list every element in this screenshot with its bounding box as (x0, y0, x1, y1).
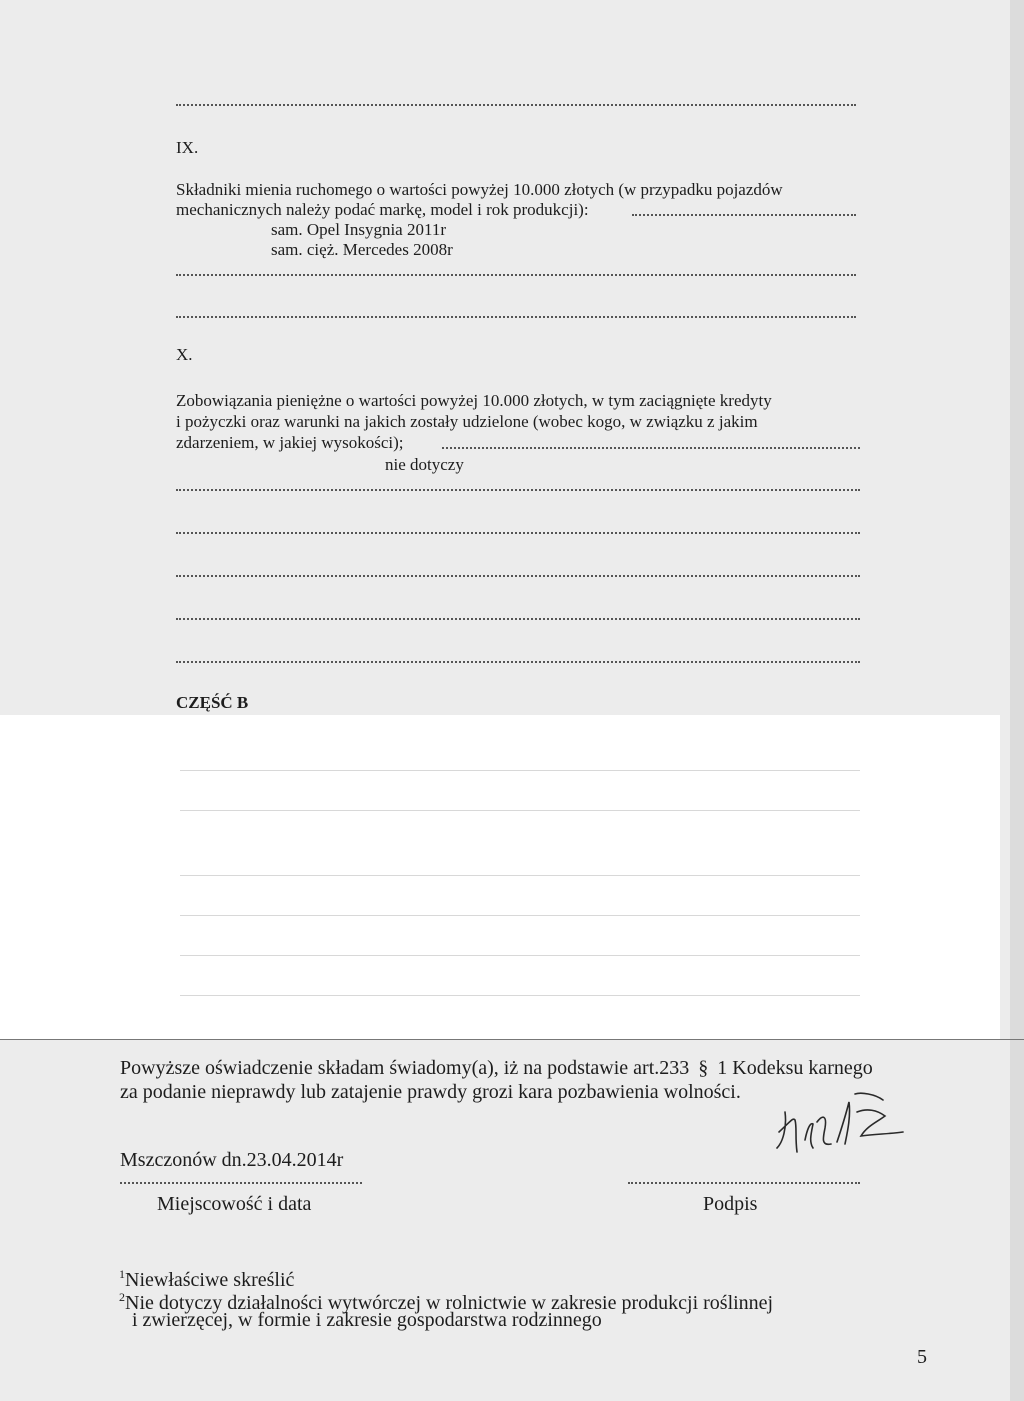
faint-line (180, 955, 860, 956)
place-date-value: Mszczonów dn.23.04.2014r (120, 1149, 344, 1171)
footnote-marker: 1 (119, 1267, 125, 1281)
dotted-line (632, 214, 856, 216)
section-x-answer: nie dotyczy (385, 455, 464, 474)
part-b-heading: CZĘŚĆ B (176, 693, 249, 712)
footnote-2-continuation: i zwierzęcej, w formie i zakresie gospodarstwa rodzinnego (132, 1309, 602, 1331)
faint-line (180, 770, 860, 771)
dotted-line (176, 104, 856, 106)
dotted-line (176, 575, 860, 577)
footnote-text: Nie dotyczy działalności wytwórczej w rolnictwie w zakresie produkcji roślinnej (125, 1292, 774, 1314)
faint-line (180, 915, 860, 916)
signature-label: Podpis (703, 1193, 758, 1215)
footnote-text: Niewłaściwe skreślić (125, 1269, 295, 1291)
section-x-line2: i pożyczki oraz warunki na jakich zostały udzielone (wobec kogo, w związku z jakim (176, 412, 758, 431)
section-ix-line2: mechanicznych należy podać markę, model i rok produkcji): (176, 200, 589, 219)
dotted-line (120, 1182, 362, 1184)
section-ix-entry1: sam. Opel Insygnia 2011r (271, 220, 447, 239)
section-ix-heading: IX. (176, 138, 199, 157)
section-sign: § (698, 1057, 709, 1079)
declaration-line1-text: Powyższe oświadczenie składam świadomy(a), iż na podstawie art.233 (120, 1057, 690, 1079)
declaration-line2: za podanie nieprawdy lub zatajenie prawdy grozi kara pozbawienia wolności. (120, 1081, 741, 1103)
dotted-line (176, 316, 856, 318)
page-edge (1010, 0, 1024, 1401)
declaration-line1 (120, 1056, 873, 1080)
section-ix-line1: Składniki mienia ruchomego o wartości powyżej 10.000 złotych (w przypadku pojazdów (176, 180, 783, 199)
section-x-line3: zdarzeniem, w jakiej wysokości); (176, 433, 404, 452)
faint-line (180, 875, 860, 876)
section-ix-entry2: sam. cięż. Mercedes 2008r (271, 240, 453, 259)
dotted-line (176, 274, 856, 276)
dotted-line (442, 447, 860, 449)
footnote-marker: 2 (119, 1290, 125, 1304)
declaration-line1-end: 1 Kodeksu karnego (717, 1057, 873, 1079)
handwritten-signature (765, 1082, 915, 1162)
overlay-edge (0, 1039, 1024, 1040)
overlay-sheet (0, 715, 1000, 1039)
faint-line (180, 810, 860, 811)
dotted-line (628, 1182, 860, 1184)
dotted-line (176, 532, 860, 534)
section-x-heading: X. (176, 345, 193, 364)
section-x-line1: Zobowiązania pieniężne o wartości powyżej 10.000 złotych, w tym zaciągnięte kredyty (176, 391, 772, 410)
place-date-label: Miejscowość i data (157, 1193, 312, 1215)
dotted-line (176, 489, 860, 491)
dotted-line (176, 618, 860, 620)
faint-line (180, 995, 860, 996)
page-number: 5 (917, 1346, 927, 1368)
dotted-line (176, 661, 860, 663)
